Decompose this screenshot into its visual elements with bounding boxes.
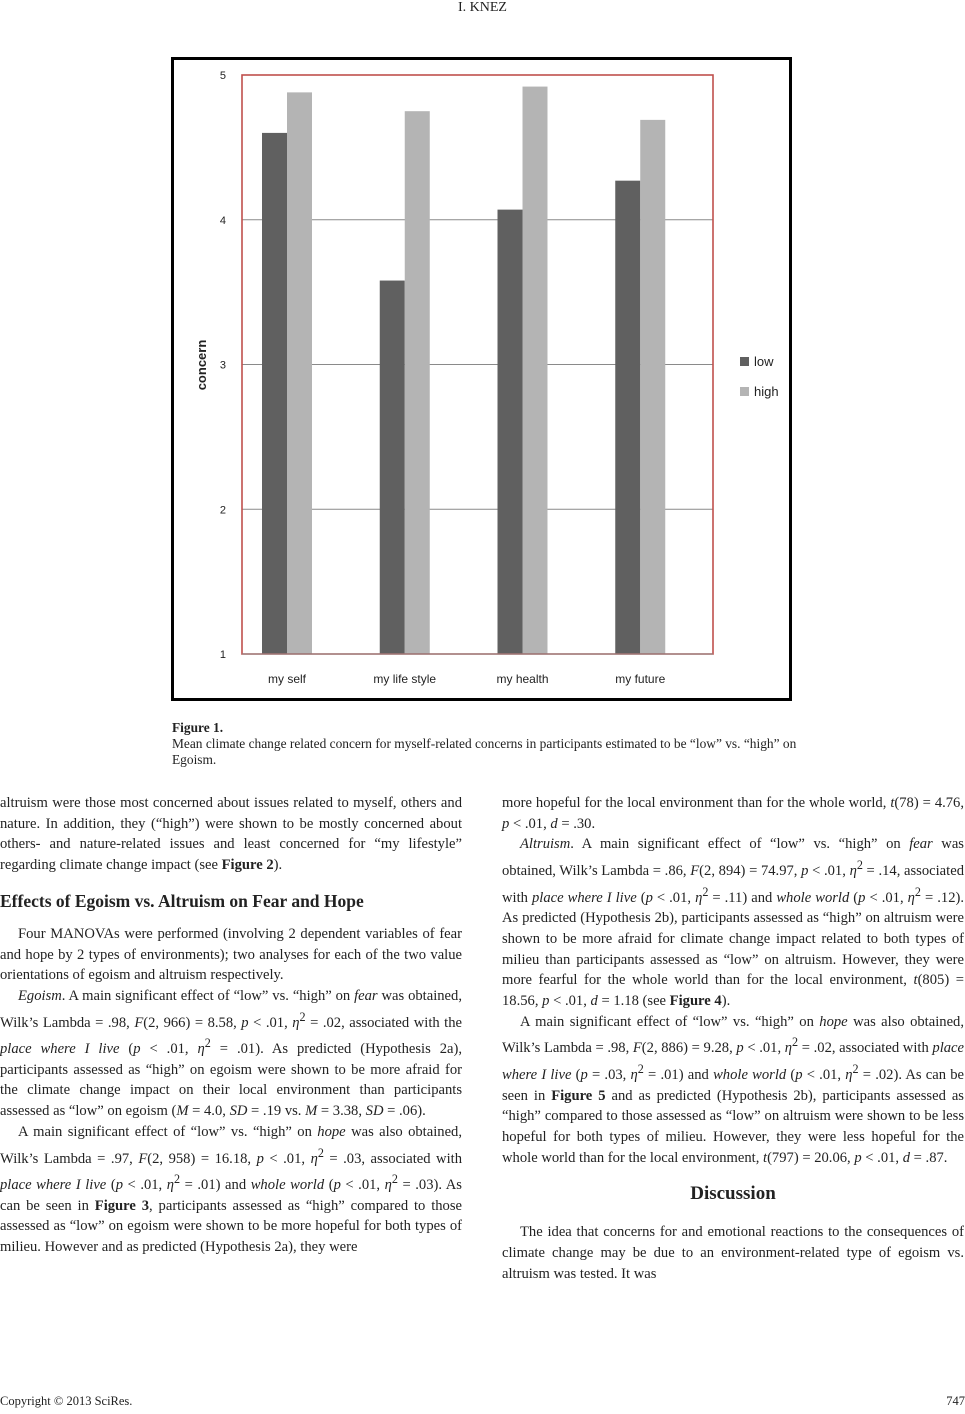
legend-label-low: low	[754, 354, 774, 369]
bar-low	[498, 210, 523, 654]
bar-low	[262, 133, 287, 654]
figure-label: Figure 1.	[172, 720, 224, 735]
y-tick-label: 3	[219, 359, 226, 372]
left-paragraph-4: A main significant effect of “low” vs. “high” on hope was also obtained, Wilk’s Lambda = .97, F(2, 958) = 16.18, p < .01, $\eta^2 = .03$, associated with place where I live (p < .01, $\eta^2 = .01$) and whole world (p < .01, $\eta^2 = .03$). As can be seen in Figure 3, participants assessed as “high” compared to those assessed as “low” on egoism were shown to be more hopeful for both types of milieu. However and as predicted (Hypothesis 2a), they were	[0, 1123, 463, 1256]
left-column	[0, 793, 462, 1258]
right-column	[502, 793, 964, 1285]
x-tick-label: my life style	[373, 672, 437, 686]
bar-chart	[174, 60, 789, 698]
y-tick-label: 4	[219, 214, 226, 227]
left-paragraph-1: altruism were those most concerned about issues related to myself, others and nature. In addition, they (“high”) were shown to be mostly concerned about others- and nature-related issues and least concerned for “my lifestyle” regarding climate change impact (see Figure 2).	[0, 795, 462, 874]
x-tick-label: my health	[496, 672, 549, 686]
figure-1-box	[171, 57, 792, 701]
figure-caption-text: Mean climate change related concern for myself-related concerns in participants estimated to be “low” vs. “high” on Egoism.	[172, 736, 797, 767]
legend-swatch-high	[740, 387, 749, 396]
discussion-heading: Discussion	[690, 1183, 776, 1205]
x-tick-label: my self	[267, 672, 307, 686]
y-tick-label: 1	[219, 649, 226, 661]
bar-high	[405, 111, 430, 654]
running-head: I. KNEZ	[458, 0, 507, 15]
y-tick-label: 5	[219, 70, 226, 82]
bar-high	[523, 87, 548, 654]
figure-caption	[172, 720, 812, 768]
right-paragraph-2: Altruism. A main significant effect of “low” vs. “high” on fear was obtained, Wilk’s Lambda = .86, F(2, 894) = 74.97, p < .01, $\eta^2 = .14$, associated with place where I live (p < .01, $\eta^2 = .11$) and whole world (p < .01, $\eta^2 = .12$). As predicted (Hypothesis 2b), participants assessed as “high” on altruism were shown to be more afraid for climate change impact related to both types of milieu than participants assessed as “low” on altruism. However, they were more fearful for the whole world than for the local environment, t(805) = 18.56, p < .01, d = 1.18 (see Figure 4).	[502, 836, 965, 1010]
bar-low	[615, 181, 640, 654]
legend-label-high: high	[754, 384, 779, 399]
right-paragraph-3: A main significant effect of “low” vs. “high” on hope was also obtained, Wilk’s Lambda = .98, F(2, 886) = 9.28, p < .01, $\eta^2 = .02$, associated with place where I live (p = .03, $\eta^2 = .01$) and whole world (p < .01, $\eta^2 = .02$). As can be seen in Figure 5 and as predicted (Hypothesis 2b), participants assessed as “high” compared to those assessed as “low” on altruism were shown to be less hopeful for both types of milieu. However, they were less hopeful for the whole world than for the local environment, t(797) = 20.06, p < .01, d = .87.	[502, 1013, 964, 1166]
y-axis-label: concern	[194, 339, 209, 391]
section-heading: Effects of Egoism vs. Altruism on Fear and Hope	[0, 890, 364, 911]
bar-high	[640, 120, 665, 654]
bar-high	[287, 92, 312, 654]
y-tick-label: 2	[219, 504, 226, 517]
right-paragraph-1: more hopeful for the local environment than for the whole world, t(78) = 4.76, p < .01, d = .30.	[502, 795, 965, 832]
bar-low	[380, 281, 405, 654]
legend-swatch-low	[740, 357, 749, 366]
footer-copyright: Copyright © 2013 SciRes.	[0, 1394, 133, 1408]
x-tick-label: my future	[615, 672, 666, 686]
left-paragraph-2: Four MANOVAs were performed (involving 2 dependent variables of fear and hope by 2 types of environments); two analyses for each of the two value orientations of egoism and altruism respectively.	[0, 925, 462, 984]
left-paragraph-3: Egoism. A main significant effect of “low” vs. “high” on fear was obtained, Wilk’s Lambda = .98, F(2, 966) = 8.58, p < .01, $\eta^2 = .02$, associated with the place where I live (p < .01, $\eta^2 = .01$). As predicted (Hypothesis 2a), participants assessed as “high” on egoism were shown to be more afraid for the climate change impact on their local environment than participants assessed as “low” on egoism (M = 4.0, SD = .19 vs. M = 3.38, SD = .06).	[0, 987, 463, 1120]
page-number: 747	[946, 1394, 965, 1408]
right-paragraph-4: The idea that concerns for and emotional reactions to the consequences of climate change may be due to an environment-related type of egoism vs. altruism was tested. It was	[502, 1224, 964, 1282]
